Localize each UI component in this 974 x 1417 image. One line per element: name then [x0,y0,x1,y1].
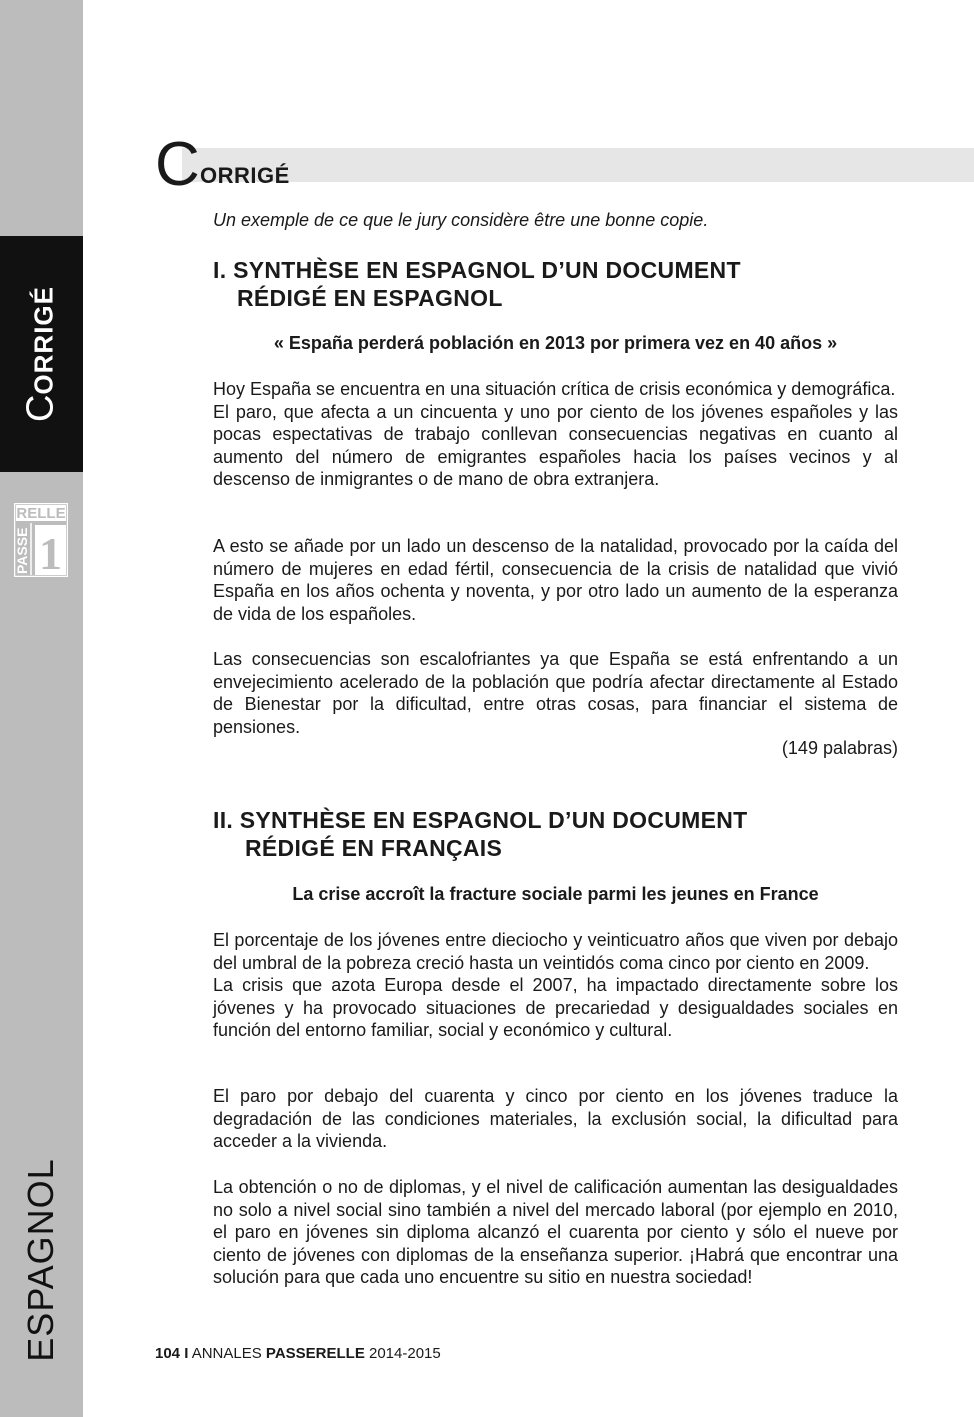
paragraph: El porcentaje de los jóvenes entre dieciocho y veinticuatro años que viven por debajo del umbral de la pobreza creció hasta un veintidós coma cinco por ciento en 2009. [213,930,898,973]
section-2-body-a [213,929,898,1042]
page-footer [155,1345,441,1362]
footer-brand: PASSERELLE [265,1345,365,1362]
section-2-title-line1: II. SYNTHÈSE EN ESPAGNOL D’UN DOCUMENT [213,807,748,833]
paragraph: Hoy España se encuentra en una situación crítica de crisis económica y demográfica. [213,379,896,399]
logo-number: 1 [39,528,62,577]
footer-years: 2014-2015 [369,1345,441,1362]
sidebar-subject-label: ESPAGNOL [20,1158,61,1362]
intro-text: Un exemple de ce que le jury considère être une bonne copie. [213,210,709,230]
section-2-title-line2: RÉDIGÉ EN FRANÇAIS [245,835,503,861]
passerelle-logo [14,503,68,577]
section-2-document-title: La crise accroît la fracture sociale parmi les jeunes en France [292,884,819,904]
section-2-body-b [213,1085,898,1153]
section-2-body-c [213,1176,898,1289]
paragraph: Las consecuencias son escalofriantes ya que España se está enfrentando a un envejecimiento acelerado de la población que podría afectar directamente al Estado de Bienestar por la dificultad, entre otras cosas, para financiar el sistema de pensiones. [213,649,898,737]
section-1-body-c [213,648,898,738]
logo-side-text: PASSE [14,527,30,574]
sidebar-corrige-label: CORRIGÉ [19,285,62,423]
paragraph: El paro por debajo del cuarenta y cinco por ciento en los jóvenes traduce la degradación de las condiciones materiales, la exclusión social, la dificultad para acceder a la vivienda. [213,1086,898,1151]
footer-annales: ANNALES [191,1345,262,1362]
paragraph: A esto se añade por un lado un descenso de la natalidad, provocado por la caída del número de mujeres en edad fértil, consecuencia de la crisis de natalidad que vivió España en los años ochenta y noventa, y por otro lado un aumento de la esperanza de vida de los españoles. [213,536,898,624]
section-1-document-title: « España perderá población en 2013 por primera vez en 40 años » [273,333,838,353]
logo-top-text: RELLE [16,505,66,522]
sidebar [0,0,83,1417]
section-1-title [213,256,741,312]
section-1-body-a [213,378,898,491]
page-number: 104 [155,1345,181,1362]
section-1-title-line2: RÉDIGÉ EN ESPAGNOL [237,285,503,311]
section-1-title-line1: I. SYNTHÈSE EN ESPAGNOL D’UN DOCUMENT [213,257,741,283]
paragraph: La crisis que azota Europa desde el 2007, ha impactado directamente sobre los jóvenes y ha provocado situaciones de precariedad y desigualdades sociales en función del entorno familiar, social y económico y cultural. [213,975,898,1040]
paragraph: La obtención o no de diplomas, y el nivel de calificación aumentan las desigualdades no solo a nivel social sino también a nivel del mercado laboral (por ejemplo en 2010, el paro en jóvenes sin diploma alcanzó el cuarenta por ciento y sólo el nueve por ciento de jóvenes con diplomas de la enseñanza superior. ¡Habrá que encontrar una solución para que cada uno encuentre su sitio en nuestra sociedad! [213,1177,898,1287]
header-initial: C [155,130,200,199]
section-1-body-b [213,535,898,625]
paragraph: El paro, que afecta a un cincuenta y uno por ciento de los jóvenes españoles y las pocas espectativas de trabajo conllevan consecuencias negativas en cuanto al aumento del número de emigrantes españoles hacia los países vecinos y al descenso de inmigrantes o de mano de obra extranjera. [213,401,898,489]
section-2-title [213,806,748,862]
word-count: (149 palabras) [781,738,898,758]
header-title: ORRIGÉ [200,163,290,188]
footer-separator: I [184,1345,189,1362]
header-band [182,148,974,182]
